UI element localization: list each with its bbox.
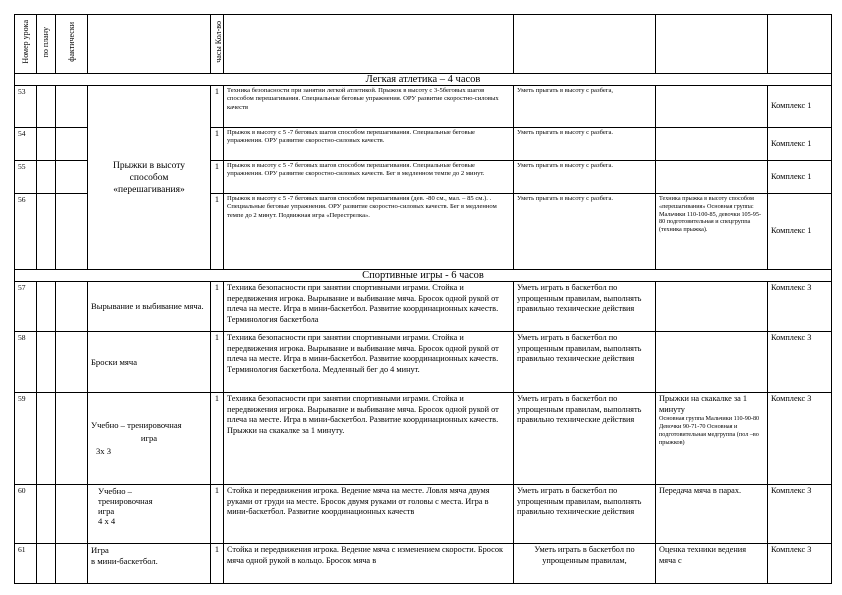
skills-cell: Уметь играть в баскетбол по упрощенным правилам, выполнять правильно технические действия xyxy=(514,393,656,485)
cell-plan xyxy=(37,161,56,194)
cell-plan xyxy=(37,128,56,161)
cell-actual xyxy=(56,86,88,128)
topic-line: Учебно – xyxy=(98,486,132,496)
header-control xyxy=(656,15,768,74)
lesson-number: 55 xyxy=(15,161,37,194)
skills-cell: Уметь прыгать в высоту с разбега, xyxy=(514,86,656,128)
header-skills xyxy=(514,15,656,74)
header-by-plan: по плану xyxy=(37,15,56,74)
topic-line: способом xyxy=(129,172,169,183)
hours-cell: 1 xyxy=(211,128,224,161)
control-cell xyxy=(656,393,768,485)
header-topic xyxy=(88,15,211,74)
section-row xyxy=(15,270,832,282)
homework-cell: Комплекс 1 xyxy=(768,194,832,270)
lesson-number: 58 xyxy=(15,332,37,393)
homework-cell: Комплекс 1 xyxy=(768,86,832,128)
homework-cell: Комплекс 1 xyxy=(768,161,832,194)
lesson-number: 53 xyxy=(15,86,37,128)
content-cell: Техника безопасности при занятии легкой атлетикой. Прыжок в высоту с 3-5беговых шагов способом перешагивания. Специальные беговые упражнения. ОРУ развитие скоростно-силовых качеств xyxy=(224,86,514,128)
cell-actual xyxy=(56,393,88,485)
section-sports-games: Спортивные игры - 6 часов xyxy=(15,270,832,282)
skills-cell: Уметь прыгать в высоту с разбега. xyxy=(514,194,656,270)
lesson-number: 57 xyxy=(15,282,37,332)
cell-plan xyxy=(37,332,56,393)
skills-cell: Уметь играть в баскетбол по упрощенным правилам, выполнять правильно технические действия xyxy=(514,282,656,332)
content-cell: Прыжок в высоту с 5 -7 беговых шагов способом перешагивания (дев. -80 см., мал. – 85 см.). . Специальные беговые упражнения. ОРУ развитие скоростно-силовых качеств. Бег в медленном темпе до 2 минут. Подвижная игра «Перестрелка». xyxy=(224,194,514,270)
hours-cell: 1 xyxy=(211,332,224,393)
content-cell: Прыжок в высоту с 5 -7 беговых шагов способом перешагивания. Специальные беговые упражнения. ОРУ развитие скоростно-силовых качеств. Бег в медленном темпе до 2 минут. xyxy=(224,161,514,194)
table-row xyxy=(15,485,832,544)
cell-plan xyxy=(37,485,56,544)
cell-actual xyxy=(56,194,88,270)
control-cell xyxy=(656,86,768,128)
cell-actual xyxy=(56,128,88,161)
table-row xyxy=(15,544,832,584)
hours-cell: 1 xyxy=(211,161,224,194)
header-row xyxy=(15,15,832,74)
homework-cell: Комплекс 3 xyxy=(768,485,832,544)
cell-actual xyxy=(56,282,88,332)
hours-cell: 1 xyxy=(211,393,224,485)
hours-cell: 1 xyxy=(211,544,224,584)
section-athletics: Легкая атлетика – 4 часов xyxy=(15,74,832,86)
hours-cell: 1 xyxy=(211,282,224,332)
skills-cell: Уметь прыгать в высоту с разбега. xyxy=(514,128,656,161)
control-cell: Оценка техники ведения мяча с xyxy=(656,544,768,584)
topic-line: «перешагивания» xyxy=(113,184,185,195)
topic-cell xyxy=(88,393,211,485)
topic-line: 4 х 4 xyxy=(98,516,116,526)
topic-line: в мини-баскетбол. xyxy=(91,556,158,566)
skills-cell: Уметь играть в баскетбол по упрощенным правилам, xyxy=(514,544,656,584)
merged-topic-cell xyxy=(88,86,211,270)
content-cell: Техника безопасности при занятии спортивными играми. Стойка и передвижения игрока. Вырывание и выбивание мяча. Бросок одной рукой от плеча на месте. Игра в мини-баскетбол. Развитие координационных качеств. Терминология баскетбола. Медленный бег до 4 минут. xyxy=(224,332,514,393)
topic-line: 3х 3 xyxy=(96,446,112,456)
topic-cell xyxy=(88,544,211,584)
control-cell: Техника прыжка в высоту способом «перешагивания» Основная группа: Мальчики 110-100-85, девочки 105-95-80 подготовительная и спецгруппа (техника прыжка). xyxy=(656,194,768,270)
skills-cell: Уметь играть в баскетбол по упрощенным правилам, выполнять правильно технические действия xyxy=(514,485,656,544)
cell-plan xyxy=(37,86,56,128)
lesson-number: 60 xyxy=(15,485,37,544)
header-actual: фактически xyxy=(56,15,88,74)
header-hours: часы Кол-во xyxy=(211,15,224,74)
header-homework xyxy=(768,15,832,74)
topic-cell: Вырывание и выбивание мяча. xyxy=(88,282,211,332)
table-row xyxy=(15,86,832,128)
homework-cell: Комплекс 3 xyxy=(768,332,832,393)
content-cell: Техника безопасности при занятии спортивными играми. Стойка и передвижения игрока. Вырывание и выбивание мяча. Бросок одной рукой от плеча на месте. Игра в мини-баскетбол. Развитие координационных качеств. Терминология баскетбола xyxy=(224,282,514,332)
control-cell xyxy=(656,282,768,332)
cell-plan xyxy=(37,194,56,270)
control-cell xyxy=(656,161,768,194)
hours-cell: 1 xyxy=(211,485,224,544)
control-heading: Прыжки на скакалке за 1 минуту xyxy=(659,394,748,414)
lesson-number: 61 xyxy=(15,544,37,584)
cell-actual xyxy=(56,485,88,544)
lesson-number: 56 xyxy=(15,194,37,270)
topic-cell xyxy=(88,485,211,544)
topic-line: Учебно – тренировочная xyxy=(91,420,182,430)
hours-cell: 1 xyxy=(211,86,224,128)
control-cell: Передача мяча в парах. xyxy=(656,485,768,544)
control-cell xyxy=(656,332,768,393)
control-cell xyxy=(656,128,768,161)
topic-line: игра xyxy=(140,433,158,443)
cell-plan xyxy=(37,544,56,584)
header-lesson-number: Номер урока xyxy=(15,15,37,74)
cell-plan xyxy=(37,393,56,485)
hours-cell: 1 xyxy=(211,194,224,270)
control-norms: Основная группа Мальчики 110-90-80 Девочки 90-71-70 Основная и подготовительная медгруппа (пол –во прыжков) xyxy=(659,415,760,446)
topic-line: тренировочная xyxy=(98,496,153,506)
header-content xyxy=(224,15,514,74)
homework-cell: Комплекс 3 xyxy=(768,393,832,485)
skills-cell: Уметь прыгать в высоту с разбега. xyxy=(514,161,656,194)
section-row xyxy=(15,74,832,86)
cell-actual xyxy=(56,544,88,584)
table-row xyxy=(15,282,832,332)
lesson-plan-table xyxy=(14,14,832,584)
skills-cell: Уметь играть в баскетбол по упрощенным правилам, выполнять правильно технические действия xyxy=(514,332,656,393)
topic-line: игра xyxy=(98,506,115,516)
cell-actual xyxy=(56,332,88,393)
content-cell: Прыжок в высоту с 5 -7 беговых шагов способом перешагивания. Специальные беговые упражнения. ОРУ развитие скоростно-силовых качеств. xyxy=(224,128,514,161)
homework-cell: Комплекс 3 xyxy=(768,544,832,584)
cell-plan xyxy=(37,282,56,332)
topic-line: Игра xyxy=(91,545,109,555)
homework-cell: Комплекс 3 xyxy=(768,282,832,332)
content-cell: Стойка и передвижения игрока. Ведение мяча на месте. Ловля мяча двумя руками от груди на месте. Бросок двумя руками от головы с места. Игра в мини-баскетбол. Развитие координационных качеств xyxy=(224,485,514,544)
cell-actual xyxy=(56,161,88,194)
topic-line: Прыжки в высоту xyxy=(113,160,185,171)
table-row xyxy=(15,332,832,393)
homework-cell: Комплекс 1 xyxy=(768,128,832,161)
table-row xyxy=(15,393,832,485)
content-cell: Стойка и передвижения игрока. Ведение мяча с изменением скорости. Бросок мяча одной рукой в кольцо. Бросок мяча в xyxy=(224,544,514,584)
content-cell: Техника безопасности при занятии спортивными играми. Стойка и передвижения игрока. Вырывание и выбивание мяча. Бросок одной рукой от плеча на месте. Игра в мини-баскетбол. Развитие координационных качеств. Прыжки на скакалке за 1 минуту. xyxy=(224,393,514,485)
lesson-number: 54 xyxy=(15,128,37,161)
topic-cell: Броски мяча xyxy=(88,332,211,393)
lesson-number: 59 xyxy=(15,393,37,485)
